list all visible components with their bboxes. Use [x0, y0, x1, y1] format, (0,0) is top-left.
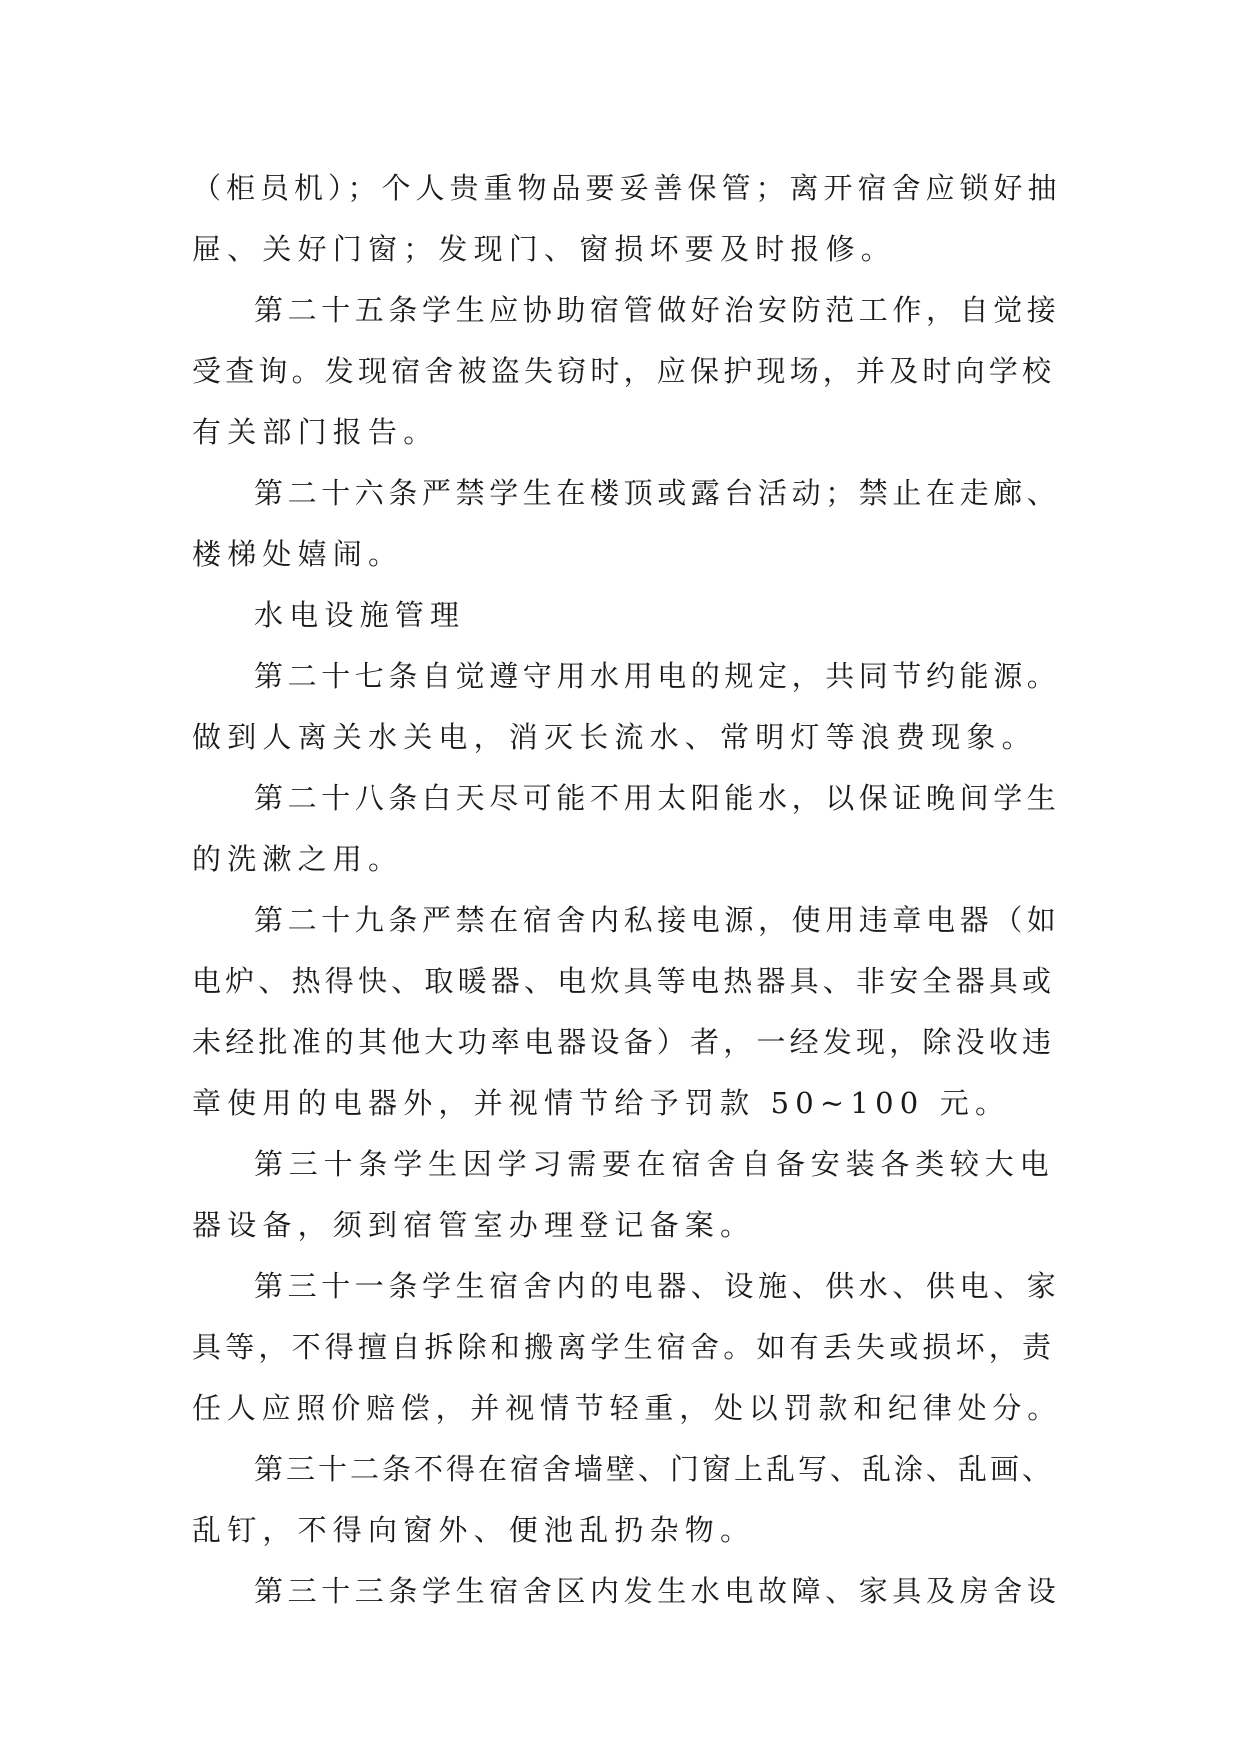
section-heading: 水电设施管理 [254, 598, 466, 632]
text-line: 未经批准的其他大功率电器设备）者，一经发现，除没收违 [192, 1025, 1056, 1059]
article-27-line: 第二十七条自觉遵守用水用电的规定，共同节约能源。 [254, 659, 1061, 693]
article-32-line: 第三十二条不得在宿舍墙壁、门窗上乱写、乱涂、乱画、 [254, 1452, 1055, 1486]
text-line: 受查询。发现宿舍被盗失窃时，应保护现场，并及时向学校 [192, 354, 1056, 388]
text-line: 做到人离关水关电，消灭长流水、常明灯等浪费现象。 [192, 720, 1037, 754]
text-line: 的洗漱之用。 [192, 842, 404, 876]
article-30-line: 第三十条学生因学习需要在宿舍自备安装各类较大电 [254, 1147, 1055, 1181]
text-line: 屉、关好门窗；发现门、窗损坏要及时报修。 [192, 232, 897, 266]
article-29-line: 第二十九条严禁在宿舍内私接电源，使用违章电器（如 [254, 903, 1061, 937]
article-26-line: 第二十六条严禁学生在楼顶或露台活动；禁止在走廊、 [254, 476, 1061, 510]
article-28-line: 第二十八条白天尽可能不用太阳能水，以保证晚间学生 [254, 781, 1061, 815]
article-25-line: 第二十五条学生应协助宿管做好治安防范工作，自觉接 [254, 293, 1061, 327]
text-line: 章使用的电器外，并视情节给予罚款 50~100 元。 [192, 1086, 1011, 1120]
text-line: 有关部门报告。 [192, 415, 439, 449]
article-31-line: 第三十一条学生宿舍内的电器、设施、供水、供电、家 [254, 1269, 1061, 1303]
text-line: 器设备，须到宿管室办理登记备案。 [192, 1208, 756, 1242]
text-line: 任人应照价赔偿，并视情节轻重，处以罚款和纪律处分。 [192, 1391, 1063, 1425]
article-33-line: 第三十三条学生宿舍区内发生水电故障、家具及房舍设 [254, 1574, 1061, 1608]
document-body [192, 158, 1062, 1622]
text-line: 乱钉，不得向窗外、便池乱扔杂物。 [192, 1513, 756, 1547]
text-line: 具等，不得擅自拆除和搬离学生宿舍。如有丢失或损坏，责 [192, 1330, 1056, 1364]
text-line: （柜员机）；个人贵重物品要妥善保管；离开宿舍应锁好抽 [192, 171, 1062, 205]
text-line: 电炉、热得快、取暖器、电炊具等电热器具、非安全器具或 [192, 964, 1056, 998]
text-line: 楼梯处嬉闹。 [192, 537, 404, 571]
